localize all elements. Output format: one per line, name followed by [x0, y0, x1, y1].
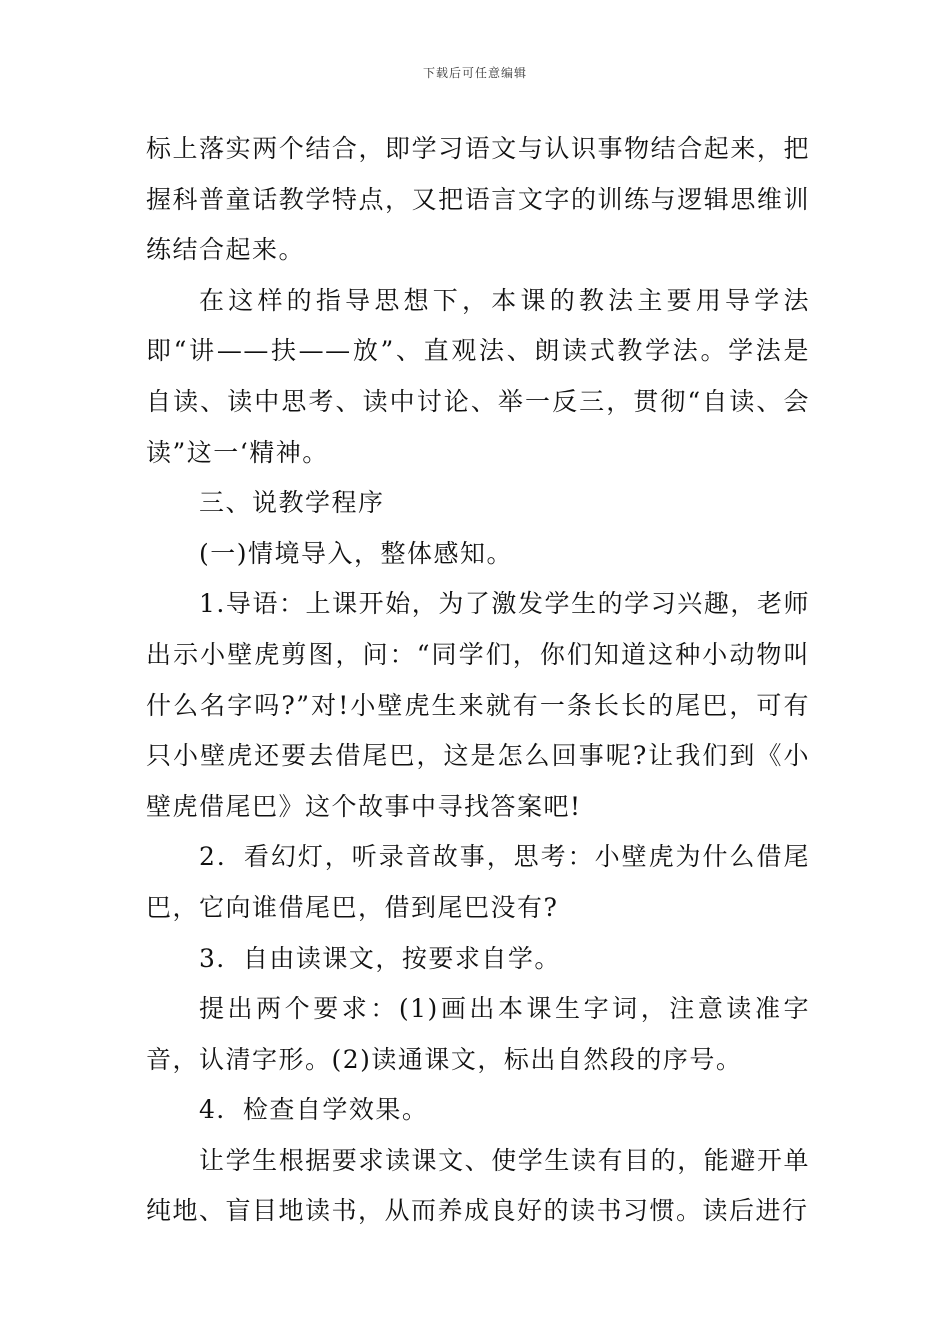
paragraph-6: 提出两个要求：(1)画出本课生字词，注意读准字音，认清字形。(2)读通课文，标出自然段的序号。 [146, 994, 810, 1074]
page-header: 下载后可任意编辑 [422, 66, 527, 80]
paragraph-5: 3．自由读课文，按要求自学。 [199, 943, 561, 973]
subsection-heading: (一)情境导入，整体感知。 [199, 538, 514, 568]
paragraph-1: 标上落实两个结合，即学习语文与认识事物结合起来，把握科普童话教学特点，又把语言文字的训练与逻辑思维训练结合起来。 [146, 134, 810, 265]
paragraph-3: 1.导语：上课开始，为了激发学生的学习兴趣，老师出示小壁虎剪图，问：“同学们，你们知道这种小动物叫什么名字吗?”对!小壁虎生来就有一条长长的尾巴，可有只小壁虎还要去借尾巴，这是怎么回事呢?让我们到《小壁虎借尾巴》这个故事中寻找答案吧! [146, 589, 810, 821]
paragraph-4: 2．看幻灯，听录音故事，思考：小壁虎为什么借尾巴，它向谁借尾巴，借到尾巴没有? [146, 842, 810, 922]
paragraph-2: 在这样的指导思想下，本课的教法主要用导学法即“讲——扶——放”、直观法、朗读式教学法。学法是自读、读中思考、读中讨论、举一反三，贯彻“自读、会读”这一‘精神。 [146, 285, 810, 467]
section-heading: 三、说教学程序 [199, 488, 385, 518]
paragraph-8: 让学生根据要求读课文、使学生读有目的，能避开单纯地、盲目地读书，从而养成良好的读书习惯。读后进行 [146, 1145, 810, 1226]
document-body [146, 124, 810, 1237]
paragraph-7: 4．检查自学效果。 [199, 1095, 429, 1125]
